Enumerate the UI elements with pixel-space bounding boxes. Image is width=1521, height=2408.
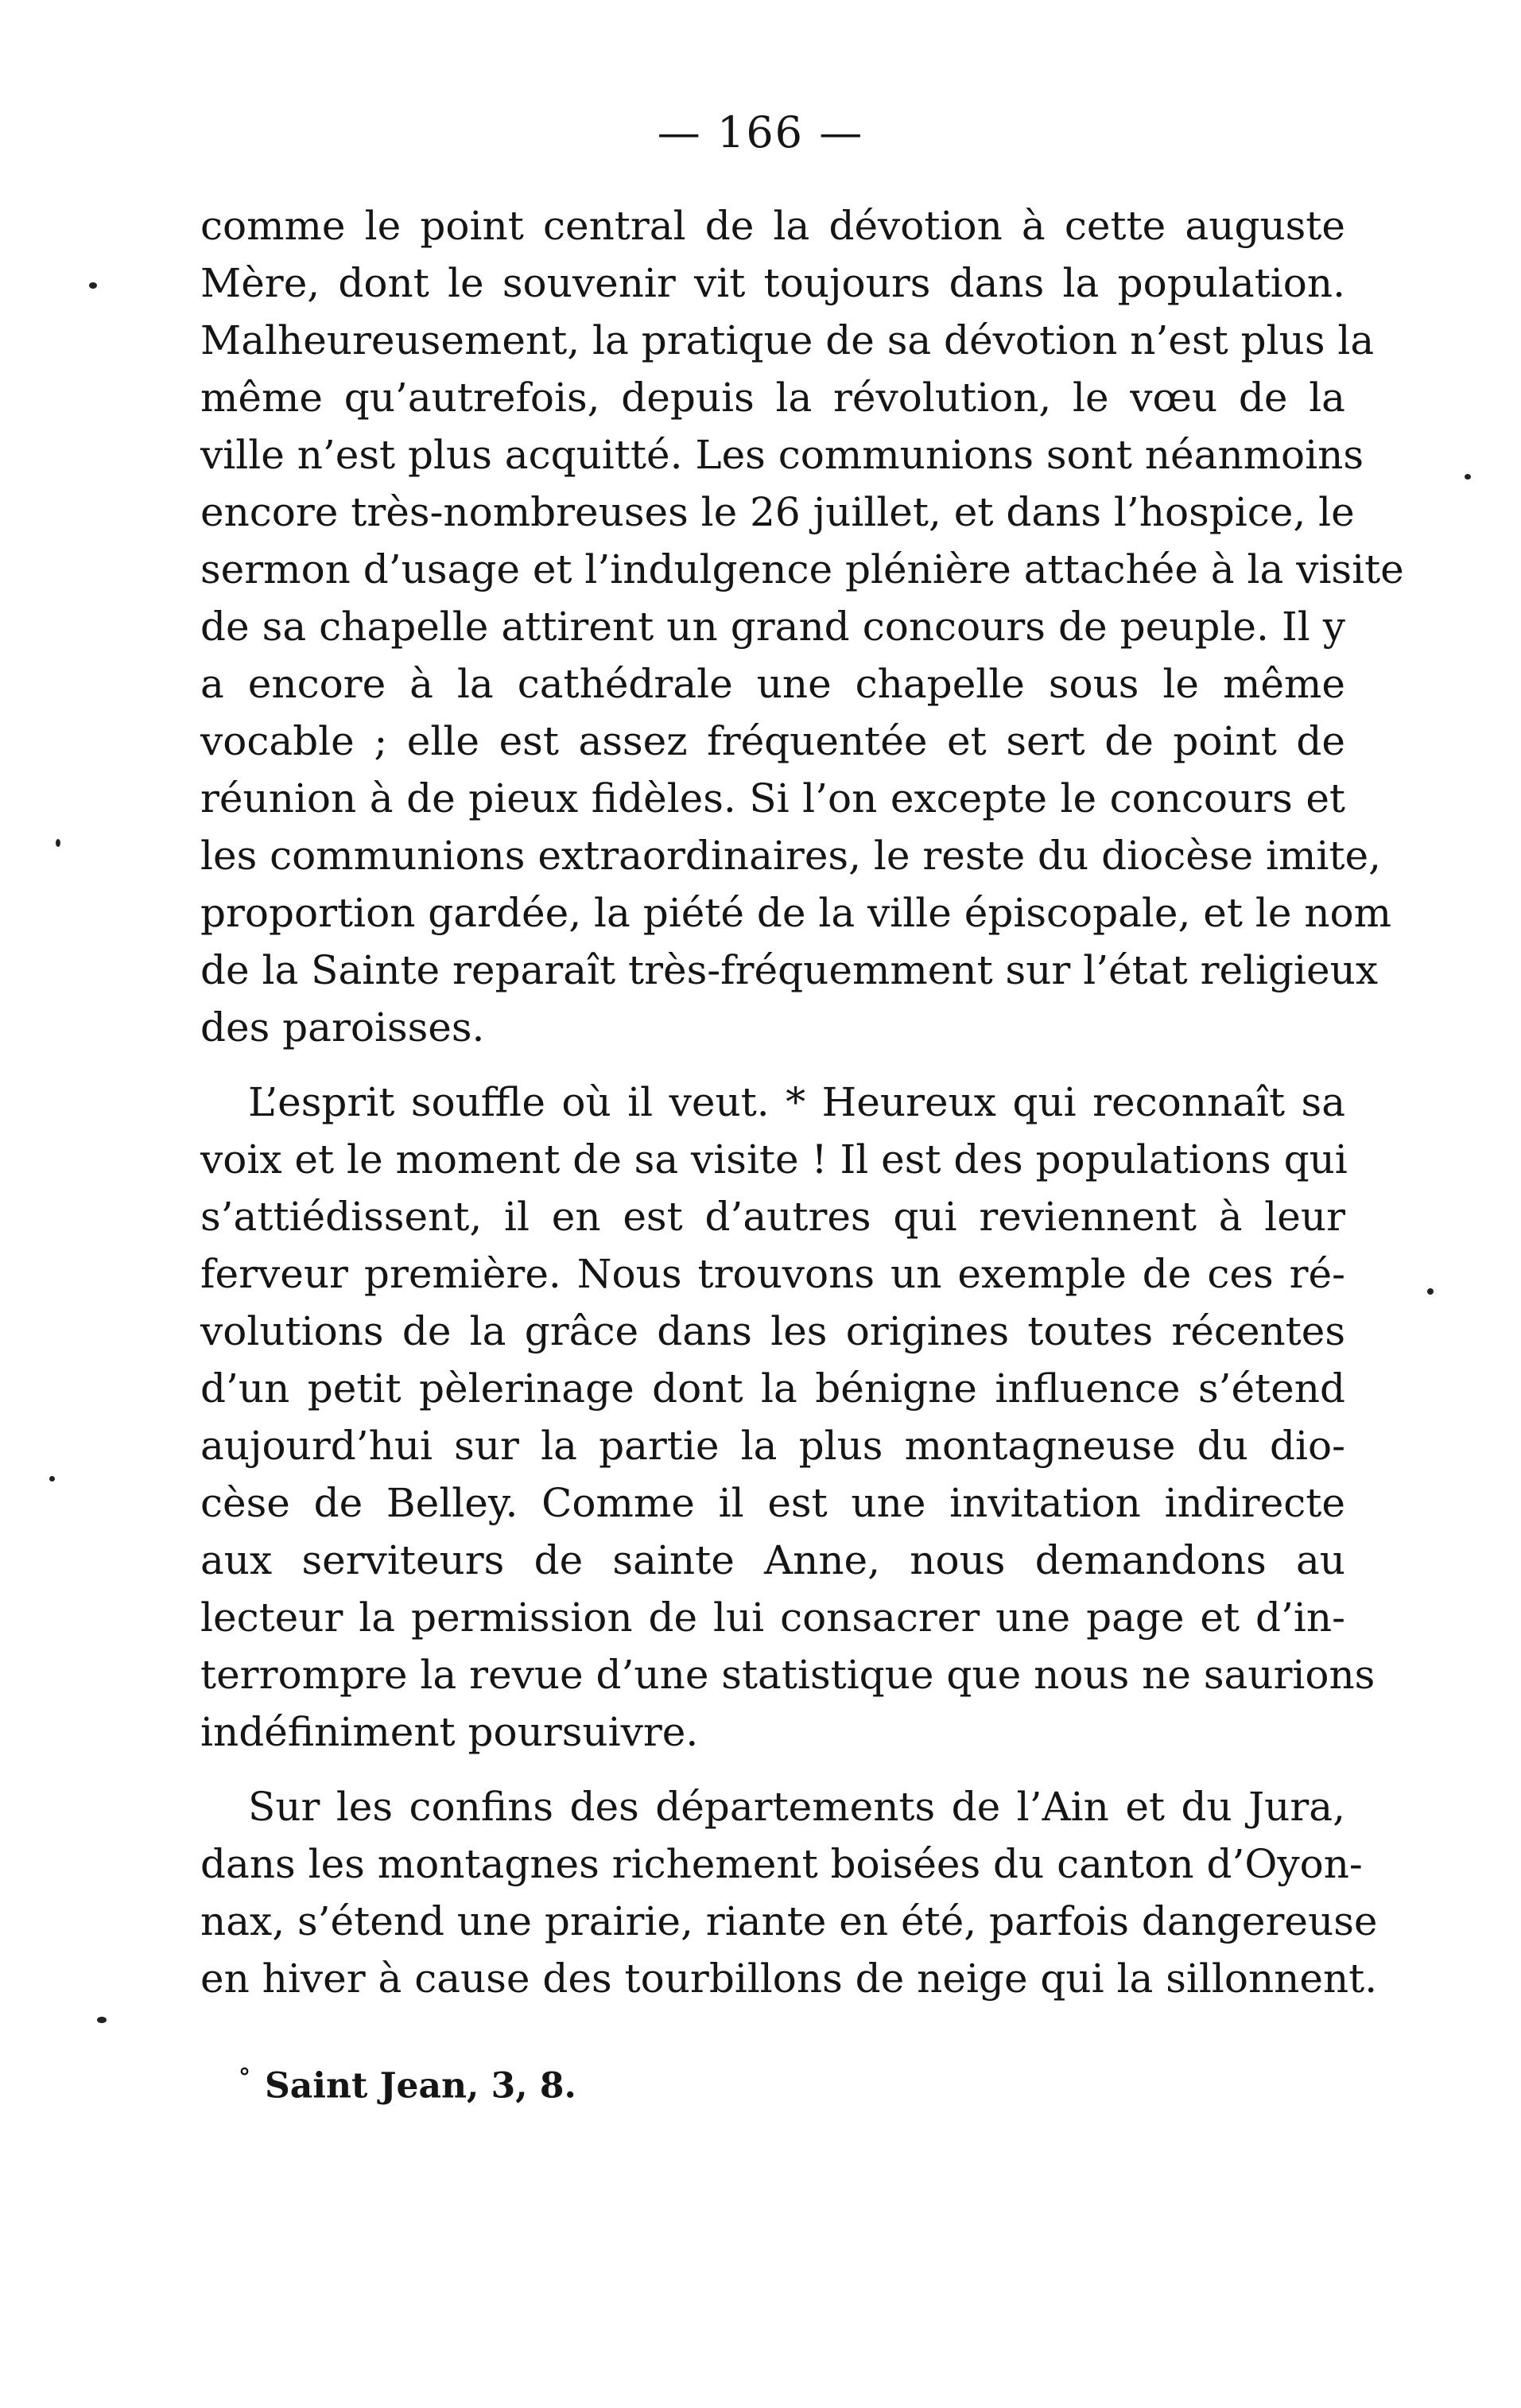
- text-line: encore très-nombreuses le 26 juillet, et dans l’hospice, le: [200, 489, 1355, 535]
- text-line: aujourd’hui sur la partie la plus montagneuse du dio-: [200, 1423, 1345, 1469]
- text-line: dans les montagnes richement boisées du canton d’Oyon-: [200, 1841, 1363, 1887]
- text-line: cèse de Belley. Comme il est une invitation indirecte: [200, 1480, 1345, 1526]
- text-line: d’un petit pèlerinage dont la bénigne influence s’étend: [200, 1365, 1345, 1412]
- text-line: proportion gardée, la piété de la ville épiscopale, et le nom: [200, 890, 1392, 936]
- scan-speck: [1427, 1288, 1434, 1295]
- text-line: nax, s’étend une prairie, riante en été, parfois dangereuse: [200, 1898, 1378, 1944]
- text-line: s’attiédissent, il en est d’autres qui reviennent à leur: [200, 1194, 1345, 1240]
- text-line: les communions extraordinaires, le reste du diocèse imite,: [200, 833, 1381, 879]
- text-line: sermon d’usage et l’indulgence plénière attachée à la visite: [200, 546, 1404, 592]
- text-line: Mère, dont le souvenir vit toujours dans la population.: [200, 260, 1345, 306]
- text-line: même qu’autrefois, depuis la révolution, le vœu de la: [200, 375, 1345, 421]
- scan-speck: [1465, 474, 1471, 480]
- scan-speck: [97, 2017, 107, 2023]
- paragraph-3: [200, 1778, 1378, 2007]
- text-line: aux serviteurs de sainte Anne, nous demandons au: [200, 1537, 1345, 1583]
- text-line: vocable ; elle est assez fréquentée et sert de point de: [200, 718, 1345, 764]
- text-line: en hiver à cause des tourbillons de neige qui la sillonnent.: [200, 1956, 1378, 2002]
- text-line: Malheureusement, la pratique de sa dévotion n’est plus la: [200, 317, 1375, 363]
- text-line: volutions de la grâce dans les origines toutes récentes: [200, 1308, 1345, 1354]
- text-line: comme le point central de la dévotion à cette auguste: [200, 203, 1345, 249]
- footnote: [239, 2064, 576, 2107]
- text-line: L’esprit souffle où il veut. * Heureux qui reconnaît sa: [248, 1079, 1345, 1125]
- text-line: réunion à de pieux fidèles. Si l’on excepte le concours et: [200, 775, 1345, 821]
- page-number: — 166 —: [657, 107, 864, 157]
- text-line: lecteur la permission de lui consacrer une page et d’in-: [200, 1594, 1345, 1641]
- scan-speck: [56, 839, 60, 847]
- text-line: a encore à la cathédrale une chapelle sous le même: [200, 661, 1345, 707]
- text-line: des paroisses.: [200, 1004, 485, 1051]
- text-line: indéfiniment poursuivre.: [200, 1709, 699, 1755]
- paragraph-1: [200, 197, 1404, 1056]
- text-line: terrompre la revue d’une statistique que nous ne saurions: [200, 1652, 1375, 1698]
- scan-speck: [49, 1476, 55, 1482]
- text-line: voix et le moment de sa visite ! Il est des populations qui: [200, 1136, 1348, 1183]
- text-line: ferveur première. Nous trouvons un exemple de ces ré-: [200, 1251, 1345, 1297]
- scan-speck: [89, 282, 97, 289]
- text-line: de sa chapelle attirent un grand concours de peuple. Il y: [200, 604, 1345, 650]
- text-line: ville n’est plus acquitté. Les communions sont néanmoins: [200, 432, 1364, 478]
- text-line: Sur les confins des départements de l’Ain et du Jura,: [248, 1784, 1345, 1830]
- footnote-marker: °: [239, 2064, 250, 2091]
- footnote-text: Saint Jean, 3, 8.: [265, 2065, 576, 2107]
- paragraph-2: [200, 1074, 1375, 1761]
- body-text: [200, 197, 1404, 2007]
- text-line: de la Sainte reparaît très-fréquemment sur l’état religieux: [200, 947, 1379, 993]
